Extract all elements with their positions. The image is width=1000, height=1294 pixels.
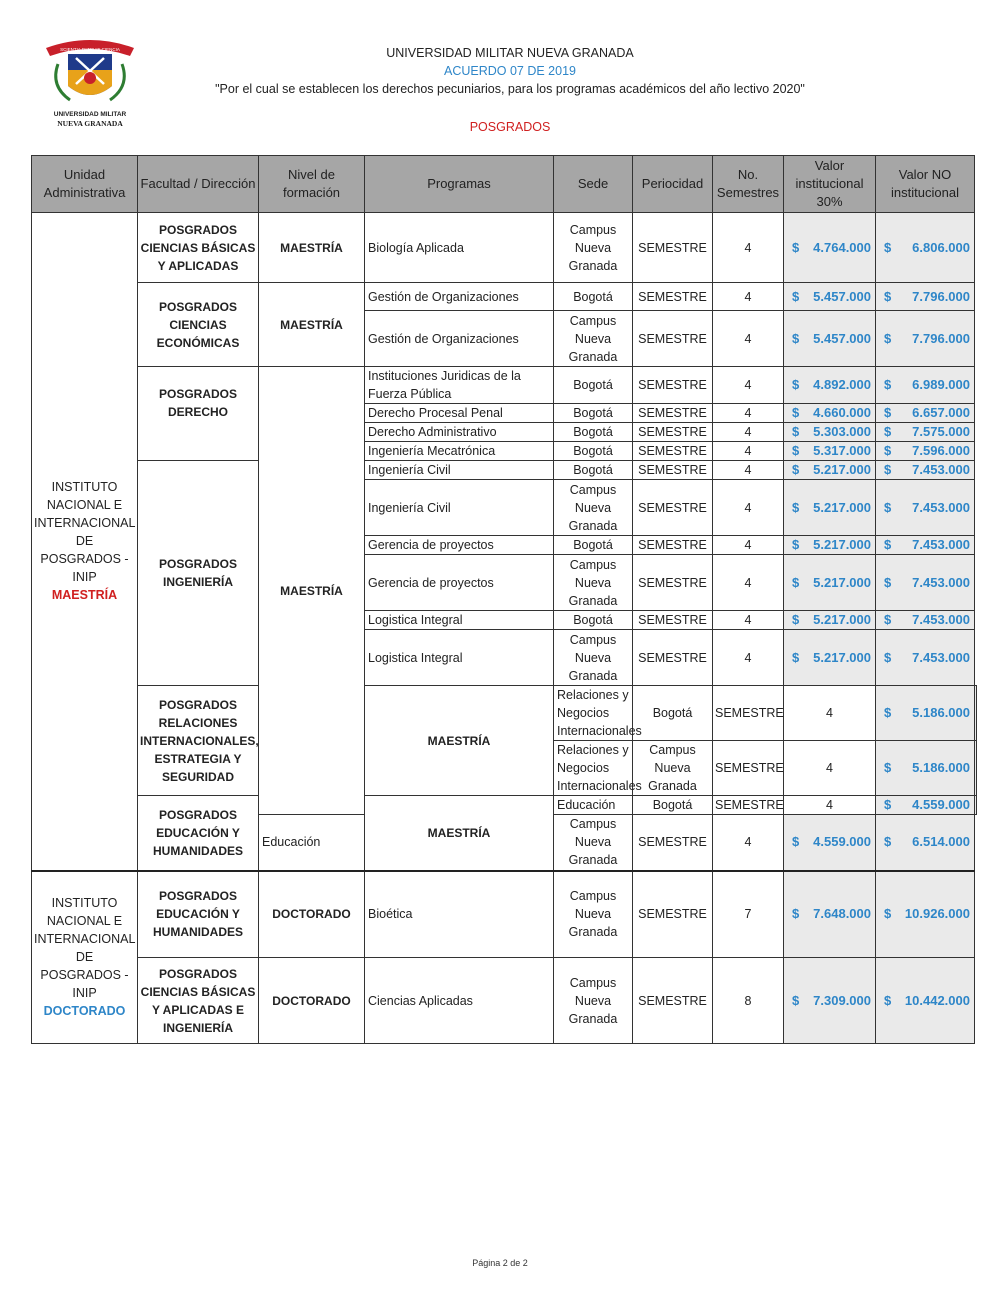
- currency-symbol: $: [884, 377, 892, 392]
- val-inst-cell: [784, 611, 876, 630]
- table-row: [32, 796, 977, 815]
- val-non-cell: [876, 423, 975, 442]
- val-non-cell: [876, 611, 975, 630]
- currency-symbol: $: [792, 239, 800, 255]
- val-non-cell: [876, 871, 975, 958]
- currency-symbol: $: [792, 574, 800, 590]
- header-period: Periocidad: [633, 156, 713, 213]
- val-inst-amount: 5.303.000: [813, 424, 871, 439]
- val-non-cell: [975, 796, 977, 815]
- page-number: Página 2 de 2: [472, 1258, 528, 1268]
- val-inst-cell: [784, 871, 876, 958]
- val-inst-cell: [784, 311, 876, 367]
- semesters-cell: 4: [713, 480, 784, 536]
- val-inst-cell: [876, 741, 975, 796]
- currency-symbol: $: [884, 705, 892, 720]
- val-inst-amount: 5.317.000: [813, 443, 871, 458]
- logo-banner-text: SCIENTIA PATRIAE CIENCIA: [60, 47, 120, 52]
- currency-symbol: $: [884, 612, 892, 627]
- period-cell: SEMESTRE: [633, 442, 713, 461]
- currency-symbol: $: [792, 462, 800, 477]
- header-unit: Unidad Administrativa: [32, 156, 138, 213]
- currency-symbol: $: [792, 537, 800, 552]
- currency-symbol: $: [884, 288, 892, 304]
- val-non-amount: 6.514.000: [912, 834, 970, 850]
- unit-maestria-name: INSTITUTO NACIONAL E INTERNACIONAL DE POSGRADOS - INIP: [34, 480, 136, 585]
- header-val-inst: Valor institucional 30%: [784, 156, 876, 213]
- level-cell: DOCTORADO: [259, 871, 365, 958]
- val-inst-amount: 4.559.000: [912, 797, 970, 812]
- val-non-amount: 7.453.000: [912, 462, 970, 477]
- period-cell: SEMESTRE: [633, 283, 713, 311]
- val-inst-amount: 5.186.000: [912, 705, 970, 720]
- agreement-subtitle: "Por el cual se establecen los derechos pecuniarios, para los programas académicos del año lectivo 2020": [215, 82, 805, 96]
- val-inst-cell: [784, 815, 876, 871]
- val-non-cell: [876, 480, 975, 536]
- program-cell: Gerencia de proyectos: [365, 536, 554, 555]
- campus-cell: Bogotá: [554, 442, 633, 461]
- period-cell: SEMESTRE: [713, 796, 784, 815]
- val-non-cell: [876, 404, 975, 423]
- campus-cell: Campus Nueva Granada: [554, 871, 633, 958]
- val-inst-cell: [784, 630, 876, 686]
- currency-symbol: $: [792, 405, 800, 420]
- currency-symbol: $: [884, 330, 892, 346]
- unit-maestria: [32, 213, 138, 871]
- val-inst-cell: [784, 213, 876, 283]
- currency-symbol: $: [792, 906, 800, 922]
- currency-symbol: $: [884, 499, 892, 515]
- logo-name-line2: NUEVA GRANADA: [57, 119, 123, 128]
- level-cell: MAESTRÍA: [259, 283, 365, 367]
- val-non-cell: [876, 213, 975, 283]
- campus-cell: Bogotá: [554, 611, 633, 630]
- header-val-non: Valor NO institucional: [876, 156, 975, 213]
- currency-symbol: $: [792, 288, 800, 304]
- period-cell: SEMESTRE: [633, 311, 713, 367]
- campus-cell: Bogotá: [554, 367, 633, 404]
- period-cell: SEMESTRE: [633, 367, 713, 404]
- val-inst-cell: [784, 367, 876, 404]
- campus-cell: Bogotá: [554, 461, 633, 480]
- header-semesters: No. Semestres: [713, 156, 784, 213]
- val-non-amount: 7.796.000: [912, 288, 970, 304]
- currency-symbol: $: [792, 330, 800, 346]
- currency-symbol: $: [792, 443, 800, 458]
- table-header-row: [32, 156, 977, 213]
- currency-symbol: $: [884, 443, 892, 458]
- currency-symbol: $: [884, 537, 892, 552]
- faculty-cell: POSGRADOS RELACIONES INTERNACIONALES, ESTRATEGIA Y SEGURIDAD: [138, 686, 259, 796]
- val-inst-amount: 4.892.000: [813, 377, 871, 392]
- semesters-cell: 4: [713, 311, 784, 367]
- campus-cell: Campus Nueva Granada: [554, 213, 633, 283]
- faculty-cell: POSGRADOS CIENCIAS BÁSICAS Y APLICADAS: [138, 213, 259, 283]
- table-row: [32, 213, 977, 283]
- val-inst-amount: 5.217.000: [813, 649, 871, 665]
- period-cell: SEMESTRE: [633, 555, 713, 611]
- program-cell: Logistica Integral: [365, 611, 554, 630]
- val-inst-cell: [876, 796, 975, 815]
- faculty-cell: POSGRADOS EDUCACIÓN Y HUMANIDADES: [138, 796, 259, 871]
- val-non-cell: [876, 536, 975, 555]
- program-cell: Gerencia de proyectos: [365, 555, 554, 611]
- semesters-cell: 4: [784, 796, 876, 815]
- currency-symbol: $: [792, 612, 800, 627]
- val-inst-cell: [784, 442, 876, 461]
- val-non-cell: [876, 283, 975, 311]
- val-inst-amount: 5.217.000: [813, 499, 871, 515]
- semesters-cell: 7: [713, 871, 784, 958]
- semesters-cell: 4: [713, 555, 784, 611]
- campus-cell: Bogotá: [554, 404, 633, 423]
- currency-symbol: $: [792, 649, 800, 665]
- val-inst-amount: 5.457.000: [813, 288, 871, 304]
- val-inst-amount: 4.764.000: [813, 239, 871, 255]
- currency-symbol: $: [792, 424, 800, 439]
- currency-symbol: $: [884, 405, 892, 420]
- semesters-cell: 4: [713, 611, 784, 630]
- level-cell: MAESTRÍA: [365, 686, 554, 796]
- semesters-cell: 4: [713, 630, 784, 686]
- logo-name-line1: UNIVERSIDAD MILITAR: [53, 111, 127, 118]
- val-inst-cell: [784, 536, 876, 555]
- period-cell: SEMESTRE: [633, 958, 713, 1044]
- program-cell: Relaciones y Negocios Internacionales: [554, 686, 633, 741]
- program-cell: Biología Aplicada: [365, 213, 554, 283]
- campus-cell: Campus Nueva Granada: [554, 630, 633, 686]
- header-level: Nivel de formación: [259, 156, 365, 213]
- val-non-cell: [876, 311, 975, 367]
- currency-symbol: $: [792, 499, 800, 515]
- val-non-cell: [876, 442, 975, 461]
- currency-symbol: $: [792, 834, 800, 850]
- val-inst-amount: 7.309.000: [813, 992, 871, 1008]
- table-row: [32, 283, 977, 311]
- val-non-cell: [876, 958, 975, 1044]
- currency-symbol: $: [884, 574, 892, 590]
- program-cell: Ciencias Aplicadas: [365, 958, 554, 1044]
- currency-symbol: $: [792, 992, 800, 1008]
- period-cell: SEMESTRE: [633, 536, 713, 555]
- period-cell: SEMESTRE: [633, 871, 713, 958]
- semesters-cell: 4: [784, 686, 876, 741]
- semesters-cell: 4: [713, 461, 784, 480]
- program-cell: Instituciones Juridicas de la Fuerza Pública: [365, 367, 554, 404]
- level-cell: MAESTRÍA: [259, 367, 365, 815]
- header-campus: Sede: [554, 156, 633, 213]
- campus-cell: Campus Nueva Granada: [554, 958, 633, 1044]
- semesters-cell: 4: [713, 367, 784, 404]
- currency-symbol: $: [884, 906, 892, 922]
- program-cell: Educación: [554, 796, 633, 815]
- period-cell: SEMESTRE: [713, 741, 784, 796]
- val-inst-amount: 5.217.000: [813, 537, 871, 552]
- fees-table: [31, 155, 977, 1044]
- program-cell: Ingeniería Civil: [365, 480, 554, 536]
- semesters-cell: 4: [713, 536, 784, 555]
- semesters-cell: 4: [713, 404, 784, 423]
- faculty-cell: POSGRADOS DERECHO: [138, 367, 259, 461]
- unit-doctorado: [32, 871, 138, 1044]
- val-non-cell: [876, 815, 975, 871]
- table-row: [32, 461, 977, 480]
- semesters-cell: 4: [713, 283, 784, 311]
- program-cell: Ingeniería Civil: [365, 461, 554, 480]
- campus-cell: Bogotá: [633, 686, 713, 741]
- val-inst-amount: 4.559.000: [813, 834, 871, 850]
- program-cell: Bioética: [365, 871, 554, 958]
- val-non-amount: 7.453.000: [912, 499, 970, 515]
- period-cell: SEMESTRE: [633, 213, 713, 283]
- level-cell: DOCTORADO: [259, 958, 365, 1044]
- period-cell: SEMESTRE: [633, 611, 713, 630]
- program-cell: Relaciones y Negocios Internacionales: [554, 741, 633, 796]
- campus-cell: Bogotá: [554, 283, 633, 311]
- semesters-cell: 4: [784, 741, 876, 796]
- val-non-amount: 6.657.000: [912, 405, 970, 420]
- program-cell: Ingeniería Mecatrónica: [365, 442, 554, 461]
- currency-symbol: $: [884, 424, 892, 439]
- val-non-amount: 7.453.000: [912, 574, 970, 590]
- semesters-cell: 8: [713, 958, 784, 1044]
- agreement-title: ACUERDO 07 DE 2019: [443, 64, 576, 78]
- campus-cell: Campus Nueva Granada: [633, 741, 713, 796]
- val-inst-amount: 5.457.000: [813, 330, 871, 346]
- period-cell: SEMESTRE: [633, 461, 713, 480]
- currency-symbol: $: [884, 462, 892, 477]
- val-inst-cell: [784, 404, 876, 423]
- table-row: [32, 367, 977, 404]
- currency-symbol: $: [884, 239, 892, 255]
- table-row: [32, 958, 977, 1044]
- val-non-cell: [876, 555, 975, 611]
- campus-cell: Bogotá: [633, 796, 713, 815]
- program-cell: Gestión de Organizaciones: [365, 283, 554, 311]
- val-non-amount: 7.575.000: [912, 424, 970, 439]
- val-inst-amount: 5.186.000: [912, 760, 970, 775]
- faculty-cell: POSGRADOS CIENCIAS BÁSICAS Y APLICADAS E INGENIERÍA: [138, 958, 259, 1044]
- currency-symbol: $: [884, 992, 892, 1008]
- level-cell: MAESTRÍA: [365, 796, 554, 871]
- university-title: UNIVERSIDAD MILITAR NUEVA GRANADA: [386, 46, 634, 60]
- val-non-amount: 7.453.000: [912, 612, 970, 627]
- period-cell: SEMESTRE: [633, 423, 713, 442]
- unit-doctorado-tag: DOCTORADO: [43, 1004, 126, 1019]
- val-inst-amount: 5.217.000: [813, 462, 871, 477]
- val-inst-cell: [784, 283, 876, 311]
- val-non-cell: [975, 741, 977, 796]
- currency-symbol: $: [792, 377, 800, 392]
- val-inst-cell: [784, 480, 876, 536]
- campus-cell: Campus Nueva Granada: [554, 480, 633, 536]
- table-row: [32, 871, 977, 958]
- val-non-amount: 6.806.000: [912, 239, 970, 255]
- program-cell: Educación: [259, 815, 365, 871]
- val-inst-cell: [876, 686, 975, 741]
- val-inst-amount: 5.217.000: [813, 574, 871, 590]
- program-cell: Derecho Administrativo: [365, 423, 554, 442]
- program-cell: Gestión de Organizaciones: [365, 311, 554, 367]
- period-cell: SEMESTRE: [713, 686, 784, 741]
- val-non-amount: 7.453.000: [912, 537, 970, 552]
- section-title: POSGRADOS: [469, 120, 551, 134]
- val-non-amount: 10.926.000: [904, 906, 970, 922]
- period-cell: SEMESTRE: [633, 480, 713, 536]
- val-inst-cell: [784, 423, 876, 442]
- val-non-amount: 7.596.000: [912, 443, 970, 458]
- campus-cell: Bogotá: [554, 536, 633, 555]
- val-non-amount: 7.453.000: [912, 649, 970, 665]
- university-logo: [38, 34, 142, 130]
- val-non-cell: [876, 367, 975, 404]
- header-faculty: Facultad / Dirección: [138, 156, 259, 213]
- val-non-cell: [876, 461, 975, 480]
- period-cell: SEMESTRE: [633, 815, 713, 871]
- val-inst-amount: 5.217.000: [813, 612, 871, 627]
- currency-symbol: $: [884, 797, 892, 812]
- level-cell: MAESTRÍA: [259, 213, 365, 283]
- semesters-cell: 4: [713, 815, 784, 871]
- faculty-cell: POSGRADOS EDUCACIÓN Y HUMANIDADES: [138, 871, 259, 958]
- campus-cell: Campus Nueva Granada: [554, 311, 633, 367]
- campus-cell: Bogotá: [554, 423, 633, 442]
- currency-symbol: $: [884, 649, 892, 665]
- unit-maestria-tag: MAESTRÍA: [51, 588, 118, 603]
- val-inst-amount: 4.660.000: [813, 405, 871, 420]
- faculty-cell: POSGRADOS CIENCIAS ECONÓMICAS: [138, 283, 259, 367]
- campus-cell: Campus Nueva Granada: [554, 815, 633, 871]
- val-non-amount: 10.442.000: [904, 992, 970, 1008]
- val-non-cell: [876, 630, 975, 686]
- table-row: [32, 686, 977, 741]
- unit-doctorado-name: INSTITUTO NACIONAL E INTERNACIONAL DE POSGRADOS - INIP: [34, 896, 136, 1001]
- val-inst-cell: [784, 555, 876, 611]
- semesters-cell: 4: [713, 213, 784, 283]
- program-cell: Logistica Integral: [365, 630, 554, 686]
- semesters-cell: 4: [713, 423, 784, 442]
- val-inst-amount: 7.648.000: [813, 906, 871, 922]
- val-non-cell: [975, 686, 977, 741]
- faculty-cell: POSGRADOS INGENIERÍA: [138, 461, 259, 686]
- currency-symbol: $: [884, 760, 892, 775]
- val-inst-cell: [784, 958, 876, 1044]
- val-non-amount: 7.796.000: [912, 330, 970, 346]
- header-programs: Programas: [365, 156, 554, 213]
- period-cell: SEMESTRE: [633, 404, 713, 423]
- program-cell: Derecho Procesal Penal: [365, 404, 554, 423]
- period-cell: SEMESTRE: [633, 630, 713, 686]
- semesters-cell: 4: [713, 442, 784, 461]
- val-inst-cell: [784, 461, 876, 480]
- campus-cell: Campus Nueva Granada: [554, 555, 633, 611]
- val-non-amount: 6.989.000: [912, 377, 970, 392]
- currency-symbol: $: [884, 834, 892, 850]
